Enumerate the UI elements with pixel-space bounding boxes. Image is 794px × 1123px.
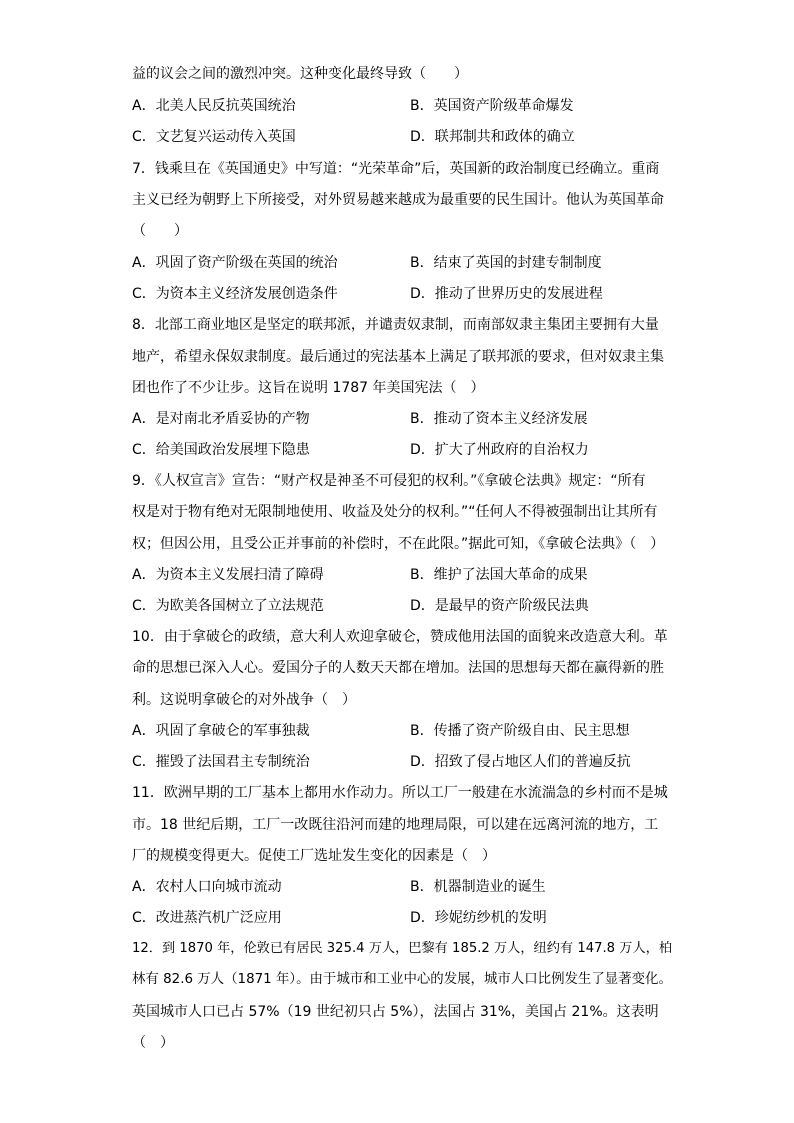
question-9-stem-line-3: 权；但因公用，且受公正并事前的补偿时，不在此限。”据此可知，《拿破仑法典》（ ）	[132, 536, 665, 552]
question-10-stem-line-3: 利。这说明拿破仑的对外战争（ ）	[132, 692, 356, 708]
question-7-stem-line-2: 主义已经为朝野上下所接受，对外贸易越来越成为最重要的民生国计。他认为英国革命	[132, 192, 664, 208]
question-7-option-d: D．推动了世界历史的发展进程	[410, 286, 603, 302]
question-12-stem-line-4: （ ）	[132, 1035, 174, 1051]
question-8-stem-line-3: 团也作了不少让步。这旨在说明 1787 年美国宪法（ ）	[132, 380, 485, 396]
question-10-option-b: B．传播了资产阶级自由、民主思想	[410, 723, 630, 739]
question-6-option-d: D．联邦制共和政体的确立	[410, 129, 575, 145]
question-7-stem-line-1: 7．钱乘旦在《英国通史》中写道：“光荣革命”后，英国新的政治制度已经确立。重商	[132, 161, 660, 177]
question-9-option-d: D．是最早的资产阶级民法典	[410, 598, 589, 614]
question-8-option-a: A．是对南北矛盾妥协的产物	[132, 411, 310, 427]
question-7-option-c: C．为资本主义经济发展创造条件	[132, 286, 338, 302]
question-7-option-b: B．结束了英国的封建专制制度	[410, 255, 602, 271]
question-10-option-c: C．摧毁了法国君主专制统治	[132, 754, 310, 770]
question-11-option-d: D．珍妮纺纱机的发明	[410, 910, 547, 926]
question-11-stem-line-2: 市。18 世纪后期，工厂一改既往沿河而建的地理局限，可以建在远离河流的地方，工	[132, 817, 659, 833]
question-12-stem-line-2: 林有 82.6 万人（1871 年）。由于城市和工业中心的发展，城市人口比例发生了显著变化。	[132, 972, 672, 987]
question-11-option-c: C．改进蒸汽机广泛应用	[132, 910, 282, 926]
question-10-stem-line-1: 10．由于拿破仑的政绩，意大利人欢迎拿破仑，赞成他用法国的面貌来改造意大利。革	[132, 629, 668, 645]
question-8-option-b: B．推动了资本主义经济发展	[410, 411, 588, 427]
question-12-stem-line-1: 12．到 1870 年，伦敦已有居民 325.4 万人，巴黎有 185.2 万人，纽约有 147.8 万人，柏	[132, 941, 673, 956]
question-9-option-a: A．为资本主义发展扫清了障碍	[132, 567, 324, 583]
question-10-option-d: D．招致了侵占地区人们的普遍反抗	[410, 754, 631, 770]
question-10-option-a: A．巩固了拿破仑的军事独裁	[132, 723, 310, 739]
question-8-option-c: C．给美国政治发展埋下隐患	[132, 442, 310, 458]
question-12-stem-line-3: 英国城市人口已占 57%（19 世纪初只占 5%），法国占 31%，美国占 21%。这表明	[132, 1004, 659, 1020]
question-6-option-b: B．英国资产阶级革命爆发	[410, 98, 574, 114]
question-9-stem-line-1: 9．《人权宣言》宣告：“财产权是神圣不可侵犯的权利。”《拿破仑法典》规定：“所有	[132, 473, 646, 489]
question-9-option-c: C．为欧美各国树立了立法规范	[132, 598, 324, 614]
question-11-stem-line-3: 厂的规模变得更大。促使工厂选址发生变化的因素是（ ）	[132, 848, 496, 864]
question-6-stem-line: 益的议会之间的激烈冲突。这种变化最终导致（ ）	[132, 66, 468, 82]
question-6-option-c: C．文艺复兴运动传入英国	[132, 129, 296, 145]
question-11-option-b: B．机器制造业的诞生	[410, 879, 546, 895]
question-10-stem-line-2: 命的思想已深入人心。爱国分子的人数天天都在增加。法国的思想每天都在赢得新的胜	[132, 660, 664, 676]
question-9-option-b: B．维护了法国大革命的成果	[410, 567, 588, 583]
question-7-option-a: A．巩固了资产阶级在英国的统治	[132, 255, 338, 271]
question-11-option-a: A．农村人口向城市流动	[132, 879, 282, 895]
question-11-stem-line-1: 11．欧洲早期的工厂基本上都用水作动力。所以工厂一般建在水流湍急的乡村而不是城	[132, 785, 668, 801]
question-8-option-d: D．扩大了州政府的自治权力	[410, 442, 589, 458]
question-6-option-a: A．北美人民反抗英国统治	[132, 98, 296, 114]
question-8-stem-line-2: 地产，希望永保奴隶制度。最后通过的宪法基本上满足了联邦派的要求，但对奴隶主集	[132, 349, 664, 365]
question-7-stem-line-3: （ ）	[132, 223, 188, 239]
question-9-stem-line-2: 权是对于物有绝对无限制地使用、收益及处分的权利。”“任何人不得被强制出让其所有	[132, 504, 658, 520]
question-8-stem-line-1: 8．北部工商业地区是坚定的联邦派，并谴责奴隶制，而南部奴隶主集团主要拥有大量	[132, 317, 659, 333]
